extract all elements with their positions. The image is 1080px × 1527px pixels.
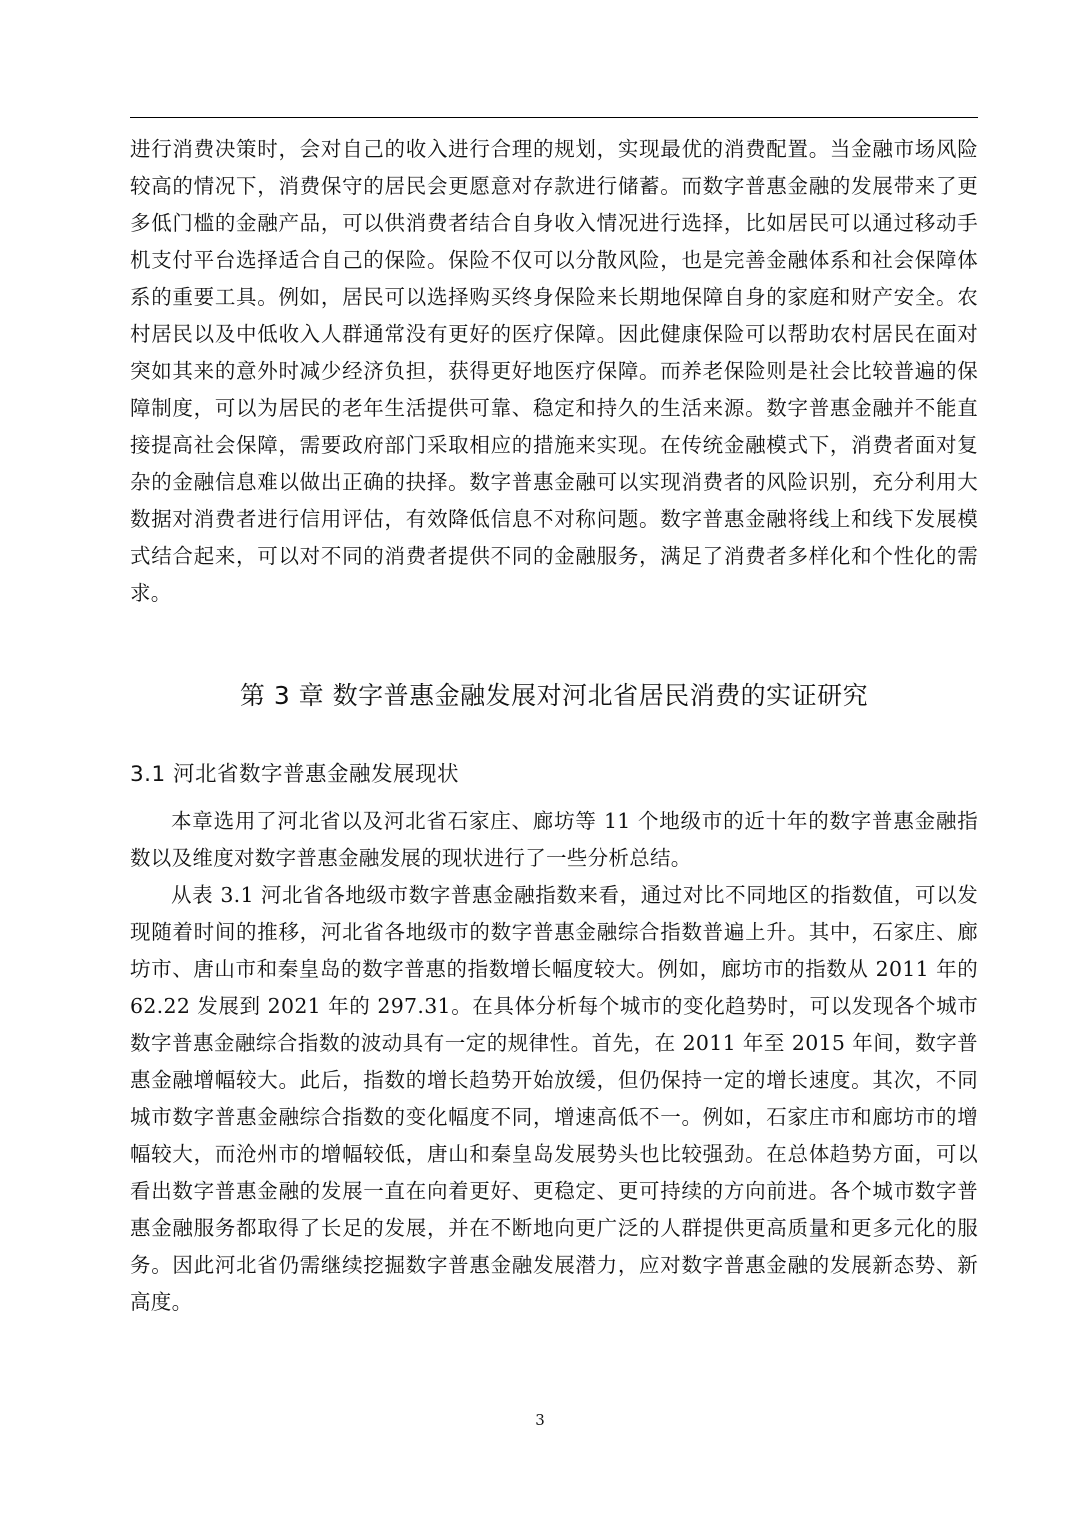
page-number: 3 bbox=[535, 1411, 545, 1429]
header-rule bbox=[130, 117, 978, 118]
section-title: 3.1 河北省数字普惠金融发展现状 bbox=[130, 762, 460, 787]
section-paragraph-1: 本章选用了河北省以及河北省石家庄、廊坊等 11 个地级市的近十年的数字普惠金融指数以及维度对数字普惠金融发展的现状进行了一些分析总结。 bbox=[130, 809, 978, 870]
section-paragraph-2: 从表 3.1 河北省各地级市数字普惠金融指数来看，通过对比不同地区的指数值，可以发现随着时间的推移，河北省各地级市的数字普惠金融综合指数普遍上升。其中，石家庄、廊坊市、唐山市和秦皇岛的数字普惠的指数增长幅度较大。例如，廊坊市的指数从 2011 年的 62.22 发展到 2021 年的 297.31。在具体分析每个城市的变化趋势时，可以发现各个城市数字普惠金融综合指数的波动具有一定的规律性。首先，在 2011 年至 2015 年间，数字普惠金融增幅较大。此后，指数的增长趋势开始放缓，但仍保持一定的增长速度。其次，不同城市数字普惠金融综合指数的变化幅度不同，增速高低不一。例如，石家庄市和廊坊市的增幅较大，而沧州市的增幅较低，唐山和秦皇岛发展势头也比较强劲。在总体趋势方面，可以看出数字普惠金融的发展一直在向着更好、更稳定、更可持续的方向前进。各个城市数字普惠金融服务都取得了长足的发展，并在不断地向更广泛的人群提供更高质量和更多元化的服务。因此河北省仍需继续挖掘数字普惠金融发展潜力，应对数字普惠金融的发展新态势、新高度。 bbox=[130, 883, 978, 1314]
chapter-title: 第 3 章 数字普惠金融发展对河北省居民消费的实证研究 bbox=[239, 681, 869, 710]
body-paragraph-continued: 进行消费决策时，会对自己的收入进行合理的规划，实现最优的消费配置。当金融市场风险较高的情况下，消费保守的居民会更愿意对存款进行储蓄。而数字普惠金融的发展带来了更多低门槛的金融产品，可以供消费者结合自身收入情况进行选择，比如居民可以通过移动手机支付平台选择适合自己的保险。保险不仅可以分散风险，也是完善金融体系和社会保障体系的重要工具。例如，居民可以选择购买终身保险来长期地保障自身的家庭和财产安全。农村居民以及中低收入人群通常没有更好的医疗保障。因此健康保险可以帮助农村居民在面对突如其来的意外时减少经济负担，获得更好地医疗保障。而养老保险则是社会比较普遍的保障制度，可以为居民的老年生活提供可靠、稳定和持久的生活来源。数字普惠金融并不能直接提高社会保障，需要政府部门采取相应的措施来实现。在传统金融模式下，消费者面对复杂的金融信息难以做出正确的抉择。数字普惠金融可以实现消费者的风险识别，充分利用大数据对消费者进行信用评估，有效降低信息不对称问题。数字普惠金融将线上和线下发展模式结合起来，可以对不同的消费者提供不同的金融服务，满足了消费者多样化和个性化的需求。 bbox=[130, 137, 978, 605]
